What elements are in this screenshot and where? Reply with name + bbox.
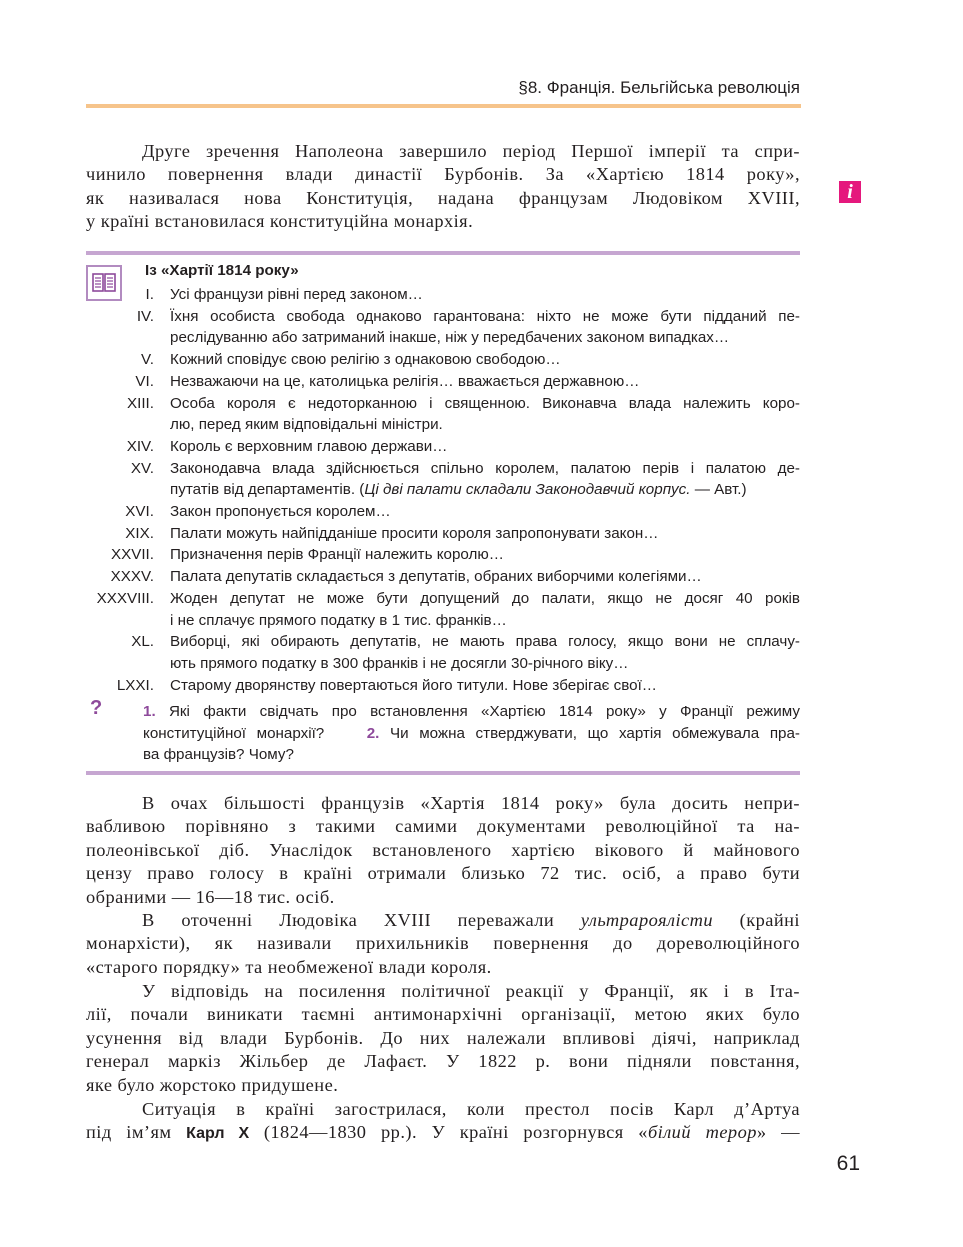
- body-paragraph-1: [86, 792, 800, 909]
- article-number: XV.: [130, 459, 154, 477]
- person-name: Карл X: [186, 1125, 250, 1143]
- article-number: XL.: [131, 633, 154, 651]
- questions-block: [143, 701, 800, 766]
- article-number: XIII.: [126, 394, 154, 412]
- body-line: [86, 1121, 800, 1145]
- article-number: XIV.: [126, 437, 154, 455]
- question-line: [143, 723, 800, 745]
- question-number: 1.: [143, 703, 156, 720]
- body-line: полеонівської діб. Унаслідок встановленого хартією вікового й майнового: [86, 839, 800, 860]
- info-marker-icon: i: [839, 181, 861, 203]
- running-header: §8. Франція. Бельгійська революція: [518, 78, 800, 97]
- source-box-top-rule: [86, 251, 800, 255]
- page-number: 61: [836, 1152, 860, 1175]
- intro-line: як називалася нова Конституція, надана французам Людовіком XVIII,: [86, 187, 800, 208]
- article-number: XXXV.: [110, 568, 154, 586]
- body-line: Ситуація в країні загострилася, коли престол посів Карл д’Артуа: [142, 1099, 800, 1119]
- question-number: 2.: [366, 724, 380, 742]
- article-number: XXXVIII.: [96, 589, 154, 607]
- article-text: Король є верховним главою держави…: [170, 437, 448, 455]
- article-text: Особа короля є недоторканною і священною. Виконавча влада належить коро-: [170, 394, 800, 412]
- article-text: Їхня особиста свобода однаково гарантована: ніхто не може бути підданий пе-: [170, 307, 800, 325]
- article-number: XXVII.: [110, 546, 154, 564]
- header-rule: [86, 104, 801, 108]
- intro-line: чинило повернення влади династії Бурбонів. За «Хартією 1814 року»,: [86, 164, 800, 185]
- article-text: Незважаючи на це, католицька релігія… вважається державною…: [170, 372, 640, 390]
- article-text: Призначення перів Франції належить королю…: [170, 546, 504, 564]
- article-text: лю, перед яким відповідальні міністри.: [170, 416, 443, 434]
- body-line: «старого порядку» та необмеженої влади короля.: [86, 956, 492, 977]
- article-text: Законодавча влада здійснюється спільно королем, палатою перів і палатою де-: [170, 459, 800, 477]
- article-number: XVI.: [125, 503, 154, 520]
- body-line: лії, почали виникати таємні антимонархічні організації, метою яких було: [86, 1004, 800, 1025]
- body-line: монархісти), як називали прихильників повернення до дореволюційного: [86, 933, 800, 954]
- article-text: Палати можуть найпідданіше просити короля запропонувати закон…: [170, 524, 659, 542]
- source-box-bottom-rule: [86, 771, 800, 775]
- body-line: яке було жорстоко придушене.: [86, 1074, 339, 1095]
- body-line: У відповідь на посилення політичної реакції у Франції, як і в Іта-: [142, 981, 800, 1001]
- article-text: Виборці, які обирають депутатів, не мають права голосу, якщо вони не сплачу-: [170, 633, 800, 651]
- question-text: конституційної монархії?: [143, 724, 325, 742]
- article-text: Жоден депутат не може бути допущений до палати, якщо не досяг 40 років: [170, 589, 800, 607]
- question-mark-icon: ?: [90, 697, 103, 719]
- body-line: [86, 909, 800, 932]
- body-line: цензу право голосу в країні отримали близько 72 тис. осіб, а право бути: [86, 863, 800, 884]
- body-line: усунення від влади Бурбонів. До них належали впливові діячі, наприклад: [86, 1027, 800, 1048]
- body-line: генерал маркіз Жільбер де Лафаєт. У 1822 р. вони підняли повстання,: [86, 1051, 800, 1072]
- term-ultraroyalists: ультрароялісти: [580, 910, 714, 930]
- article-number: I.: [145, 286, 154, 303]
- article-text: ють прямого податку в 300 франків і не досягли 30-річного віку…: [170, 654, 629, 672]
- article-text: Кожний сповідує свою релігію з однаковою свободою…: [170, 351, 561, 369]
- body-line: обраними — 16—18 тис. осіб.: [86, 886, 335, 907]
- article-text-part: — Авт.): [690, 481, 747, 499]
- body-text: (крайні: [713, 910, 800, 930]
- article-number: IV.: [136, 307, 154, 325]
- body-paragraph-3: [86, 980, 800, 1097]
- body-text: під ім’ям: [86, 1122, 187, 1143]
- body-text: » —: [756, 1122, 800, 1143]
- article-number: LXXI.: [116, 676, 154, 694]
- question-line: [143, 701, 800, 723]
- body-text: В оточенні Людовіка XVIII переважали: [142, 910, 581, 930]
- question-line: ва французів? Чому?: [143, 746, 294, 764]
- term-white-terror: білий терор: [647, 1122, 757, 1143]
- article-number: V.: [141, 351, 154, 369]
- article-number: XIX.: [125, 524, 154, 542]
- body-text: (1824—1830 рр.). У країні розгорнувся «: [249, 1122, 648, 1143]
- article-text: Старому дворянству повертаються його титули. Нове зберігає свої…: [170, 676, 657, 694]
- article-text: Палата депутатів складається з депутатів, обраних виборчими колегіями…: [170, 568, 702, 586]
- article-text: [170, 479, 800, 501]
- article-number: VI.: [135, 372, 154, 390]
- body-paragraph-4: [86, 1098, 800, 1146]
- article-text: Закон пропонується королем…: [170, 503, 391, 520]
- intro-line: у країні встановилася конституційна монархія.: [86, 211, 474, 232]
- body-paragraph-2: [86, 909, 800, 979]
- article-text: і не сплачує прямого податку в 1 тис. франків…: [170, 611, 507, 629]
- document-title: Із «Хартії 1814 року»: [145, 262, 299, 279]
- question-text: Чи можна стверджувати, що хартія обмежувала пра-: [379, 724, 800, 742]
- intro-line: Друге зречення Наполеона завершило період Першої імперії та спри-: [142, 141, 800, 161]
- author-note: Ці дві палати складали Законодавчий корпус.: [364, 481, 691, 499]
- article-text: реслідуванню або затриманий інакше, ніж у передбачених законом випадках…: [170, 329, 730, 347]
- intro-paragraph: [86, 140, 800, 234]
- article-text: Усі французи рівні перед законом…: [170, 286, 423, 303]
- body-line: вабливою порівняно з такими самими документами революційної та на-: [86, 816, 800, 837]
- question-text: Які факти свідчать про встановлення «Хартією 1814 року» у Франції режиму: [155, 703, 800, 720]
- body-line: В очах більшості французів «Хартія 1814 року» була досить непри-: [142, 793, 800, 813]
- article-text-part: путатів від департаментів. (: [170, 481, 365, 499]
